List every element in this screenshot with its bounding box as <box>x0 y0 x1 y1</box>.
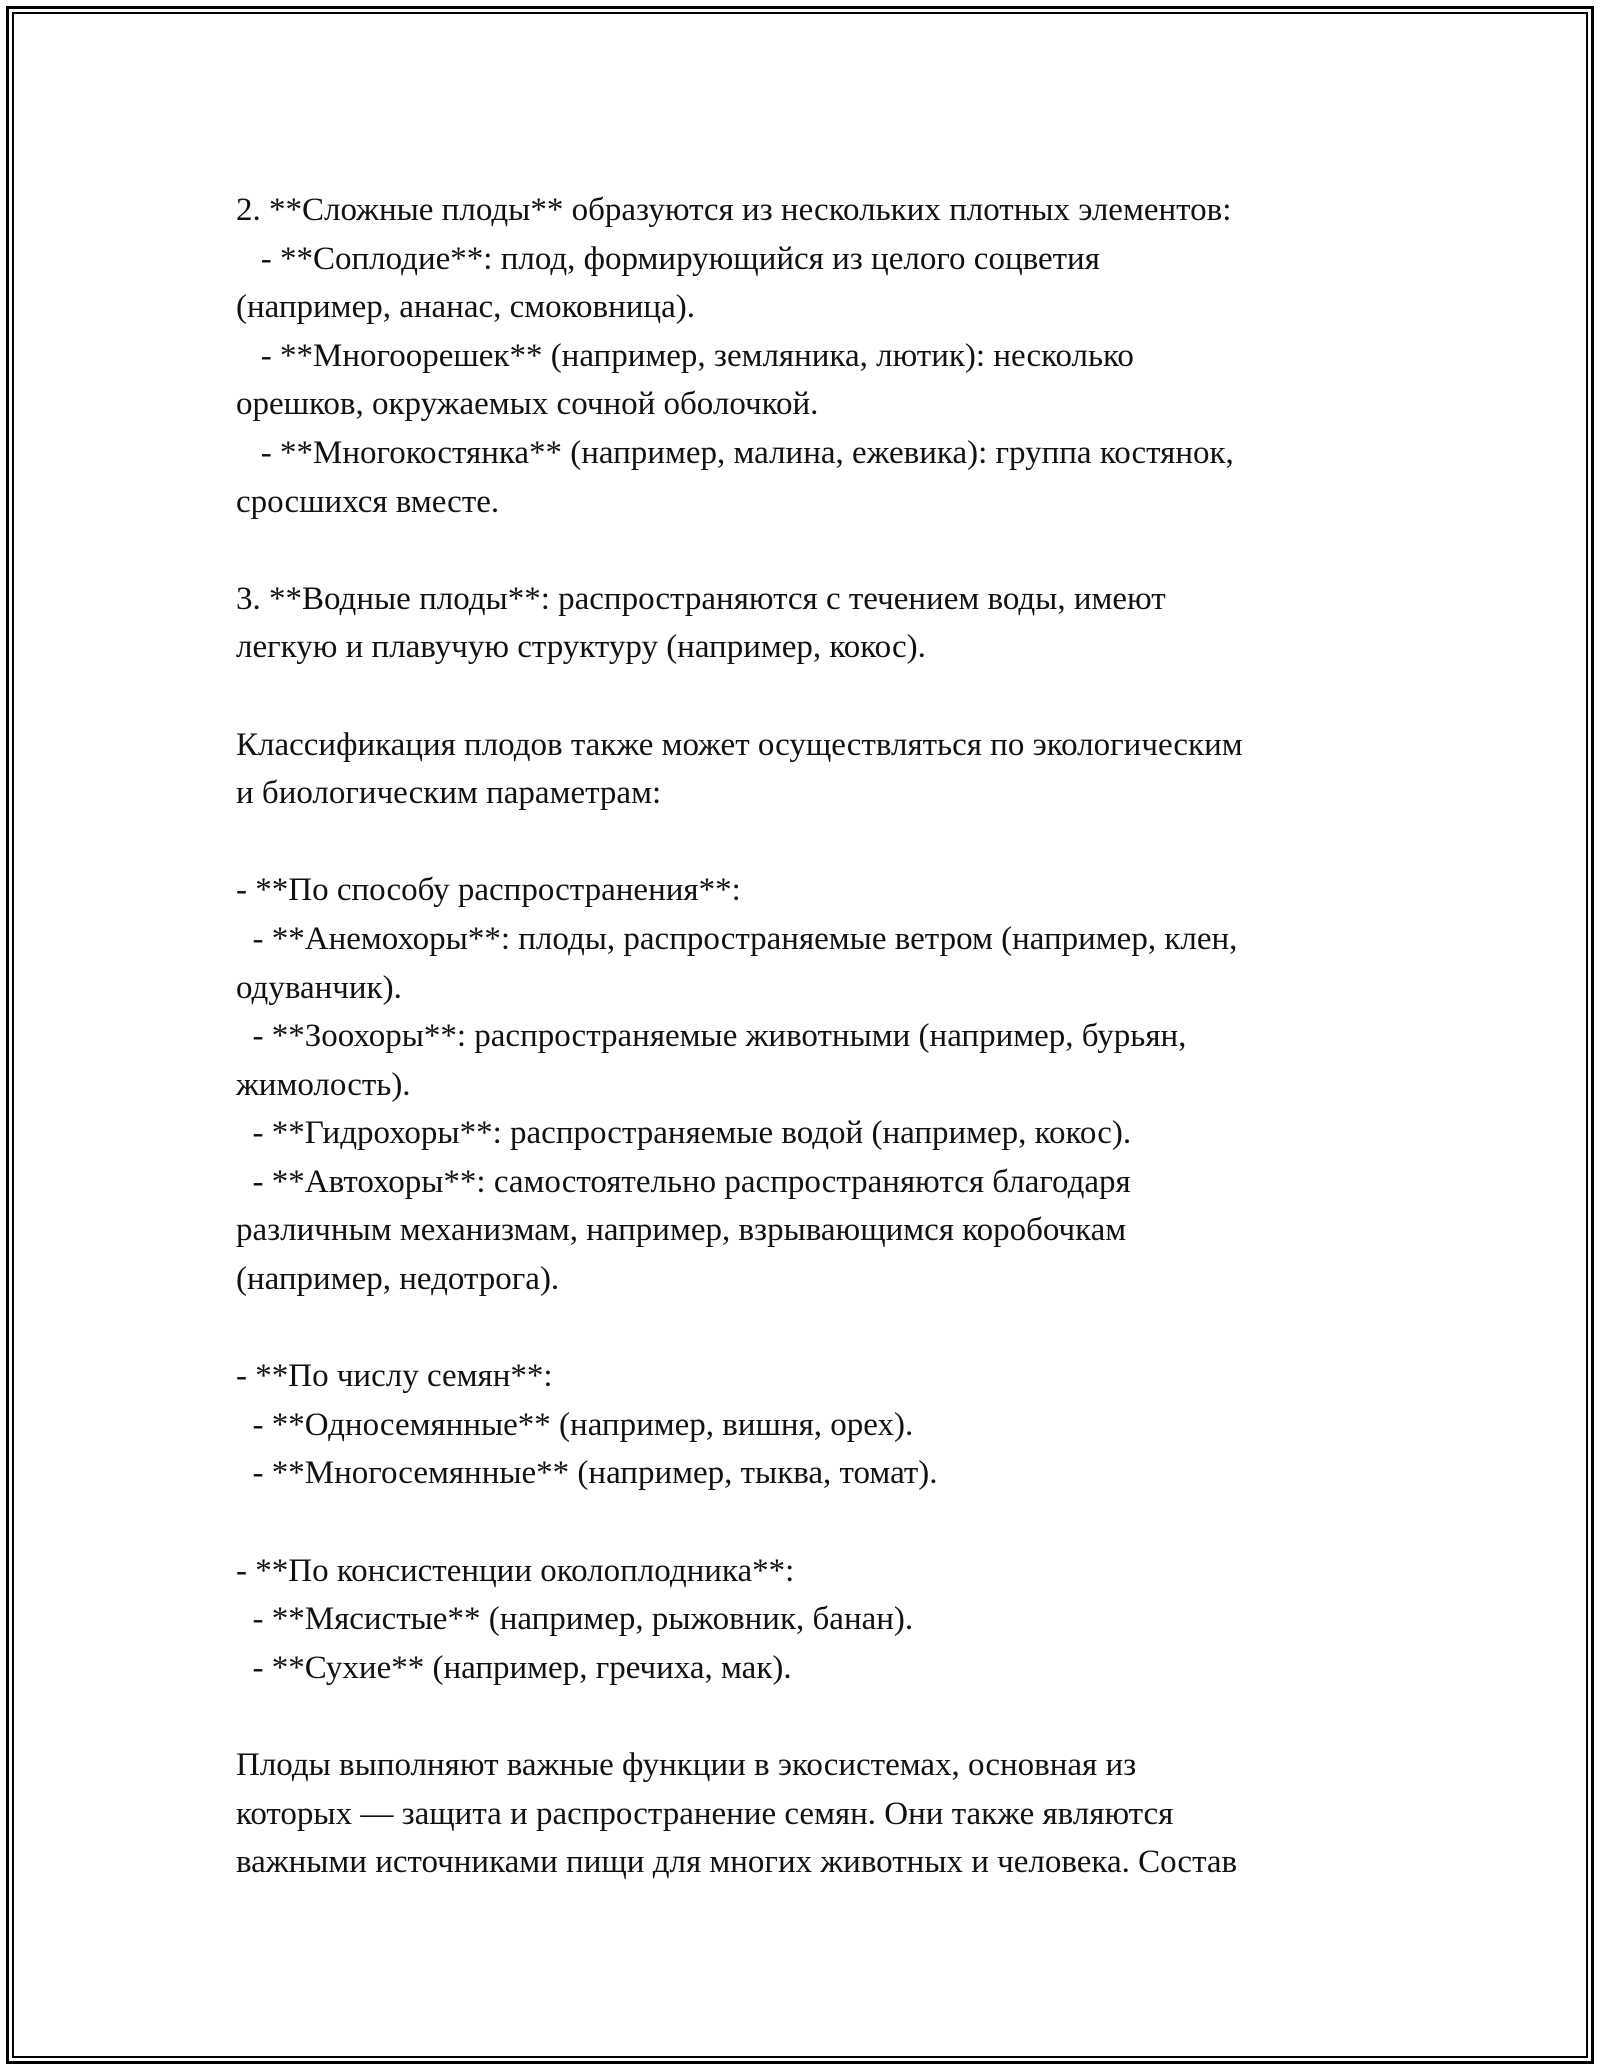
text-line: Плоды выполняют важные функции в экосистемах, основная из <box>236 1747 1137 1783</box>
text-line: Классификация плодов также может осуществляться по экологическим <box>236 726 1243 763</box>
blank-line <box>236 818 1376 867</box>
text-line: - **Анемохоры**: плоды, распространяемые ветром (например, клен, <box>236 920 1238 957</box>
text-line: (например, ананас, смоковница). <box>236 289 695 326</box>
text-line: - **Автохоры**: самостоятельно распространяются благодаря <box>236 1163 1131 1200</box>
text-line: и биологическим параметрам: <box>236 775 662 812</box>
text-line: - **Мясистые** (например, рыжовник, банан). <box>236 1601 914 1638</box>
text-line: жимолость). <box>236 1066 411 1103</box>
blank-line <box>236 672 1376 721</box>
text-line: - **По числу семян**: <box>236 1358 553 1395</box>
text-line: - **Многокостянка** (например, малина, ежевика): группа костянок, <box>236 434 1234 471</box>
blank-line <box>236 526 1376 575</box>
document-text <box>236 186 1376 1887</box>
text-line: 3. **Водные плоды**: распространяются с течением воды, имеют <box>236 580 1166 617</box>
text-line: - **Односемянные** (например, вишня, орех). <box>236 1406 914 1443</box>
text-line: 2. **Сложные плоды** образуются из нескольких плотных элементов: <box>236 192 1232 228</box>
text-line: - **По способу распространения**: <box>236 872 741 909</box>
text-line: орешков, окружаемых сочной оболочкой. <box>236 386 819 423</box>
text-line: важными источниками пищи для многих животных и человека. Состав <box>236 1844 1238 1881</box>
text-line: одуванчик). <box>236 969 402 1006</box>
blank-line <box>236 1498 1376 1547</box>
text-line: легкую и плавучую структуру (например, кокос). <box>236 629 926 666</box>
text-line: различным механизмам, например, взрывающимся коробочкам <box>236 1212 1127 1249</box>
text-line: - **Соплодие**: плод, формирующийся из целого соцветия <box>236 240 1100 277</box>
text-line: - **По консистенции околоплодника**: <box>236 1552 795 1589</box>
blank-line <box>236 1304 1376 1353</box>
text-line: - **Гидрохоры**: распространяемые водой (например, кокос). <box>236 1115 1132 1152</box>
text-line: - **Многосемянные** (например, тыква, томат). <box>236 1455 938 1492</box>
text-line: (например, недотрога). <box>236 1261 560 1298</box>
text-line: сросшихся вместе. <box>236 483 500 520</box>
text-line: - **Зоохоры**: распространяемые животными (например, бурьян, <box>236 1018 1187 1055</box>
text-line: - **Многоорешек** (например, земляника, лютик): несколько <box>236 337 1134 374</box>
text-line: которых — защита и распространение семян. Они также являются <box>236 1795 1174 1832</box>
text-line: - **Сухие** (например, гречиха, мак). <box>236 1649 792 1686</box>
blank-line <box>236 1692 1376 1741</box>
